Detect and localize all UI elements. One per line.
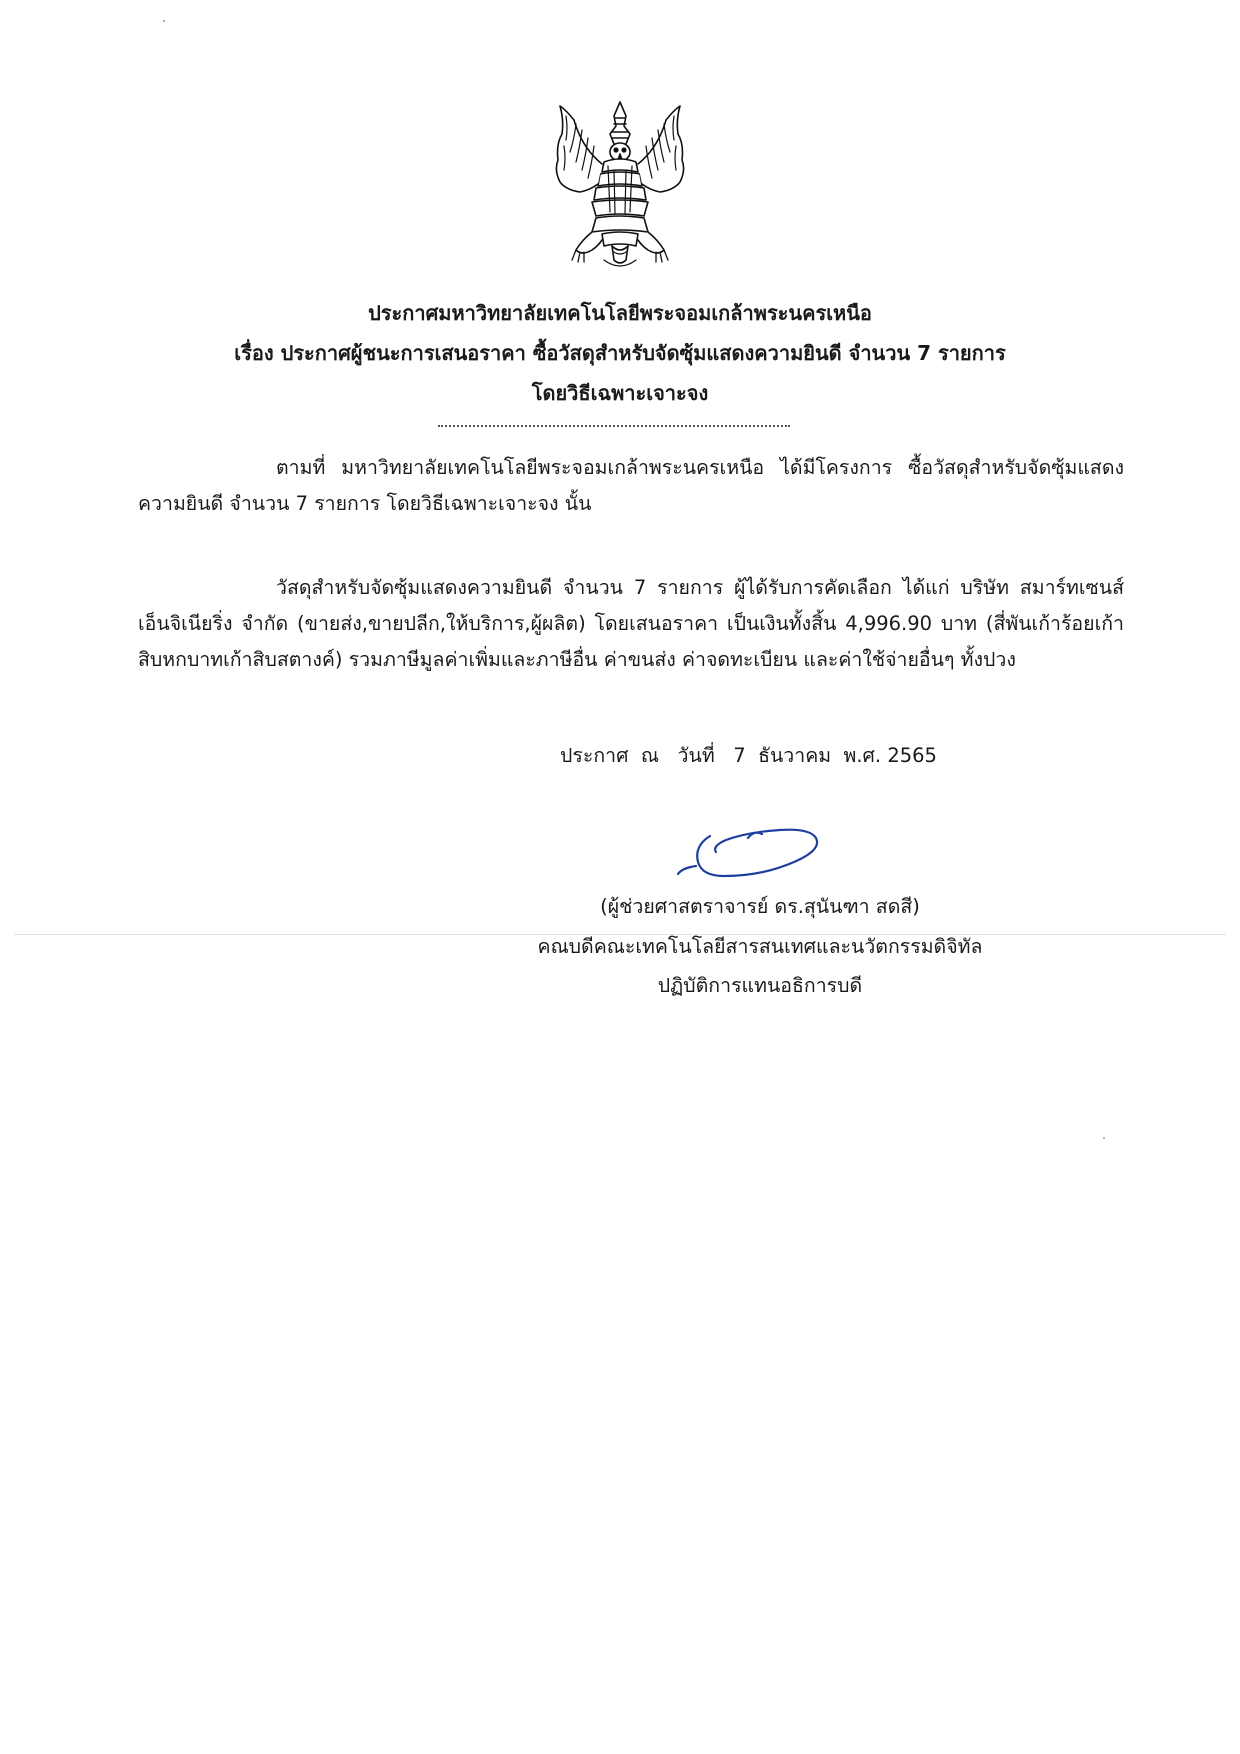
signatory-acting-role: ปฏิบัติการแทนอธิการบดี — [657, 974, 863, 997]
scan-speck — [1103, 1137, 1105, 1139]
announcement-date: ประกาศ ณ วันที่ 7 ธันวาคม พ.ศ. 2565 — [560, 744, 937, 767]
body-paragraph-1: ตามที่ มหาวิทยาลัยเทคโนโลยีพระจอมเกล้าพระนครเหนือ ได้มีโครงการ ซื้อวัสดุสำหรับจัดซุ้มแสดงความยินดี จำนวน 7 รายการ โดยวิธีเฉพาะเจาะจง นั้น — [138, 456, 1124, 515]
garuda-emblem-icon — [552, 100, 688, 272]
header-line-method: โดยวิธีเฉพาะเจาะจง — [531, 381, 709, 405]
scan-artifact-line — [14, 934, 1226, 935]
body-paragraph-2: วัสดุสำหรับจัดซุ้มแสดงความยินดี จำนวน 7 รายการ ผู้ได้รับการคัดเลือก ได้แก่ บริษัท สมาร์ทเซนส์ เอ็นจิเนียริ่ง จำกัด (ขายส่ง,ขายปลีก,ให้บริการ,ผู้ผลิต) โดยเสนอราคา เป็นเงินทั้งสิ้น 4,996.90 บาท (สี่พันเก้าร้อยเก้าสิบหกบาทเก้าสิบสตางค์) รวมภาษีมูลค่าเพิ่มและภาษีอื่น ค่าขนส่ง ค่าจดทะเบียน และค่าใช้จ่ายอื่นๆ ทั้งปวง — [138, 576, 1124, 671]
signature-image — [676, 822, 828, 882]
signatory-name: (ผู้ช่วยศาสตราจารย์ ดร.สุนันฑา สดสี) — [600, 895, 920, 918]
header-line-title: ประกาศมหาวิทยาลัยเทคโนโลยีพระจอมเกล้าพระนครเหนือ — [368, 301, 872, 325]
signatory-position: คณบดีคณะเทคโนโลยีสารสนเทศและนวัตกรรมดิจิทัล — [537, 935, 983, 958]
scan-speck — [163, 20, 165, 22]
header-divider — [438, 425, 790, 427]
header-line-subject: เรื่อง ประกาศผู้ชนะการเสนอราคา ซื้อวัสดุสำหรับจัดซุ้มแสดงความยินดี จำนวน 7 รายการ — [234, 341, 1006, 365]
